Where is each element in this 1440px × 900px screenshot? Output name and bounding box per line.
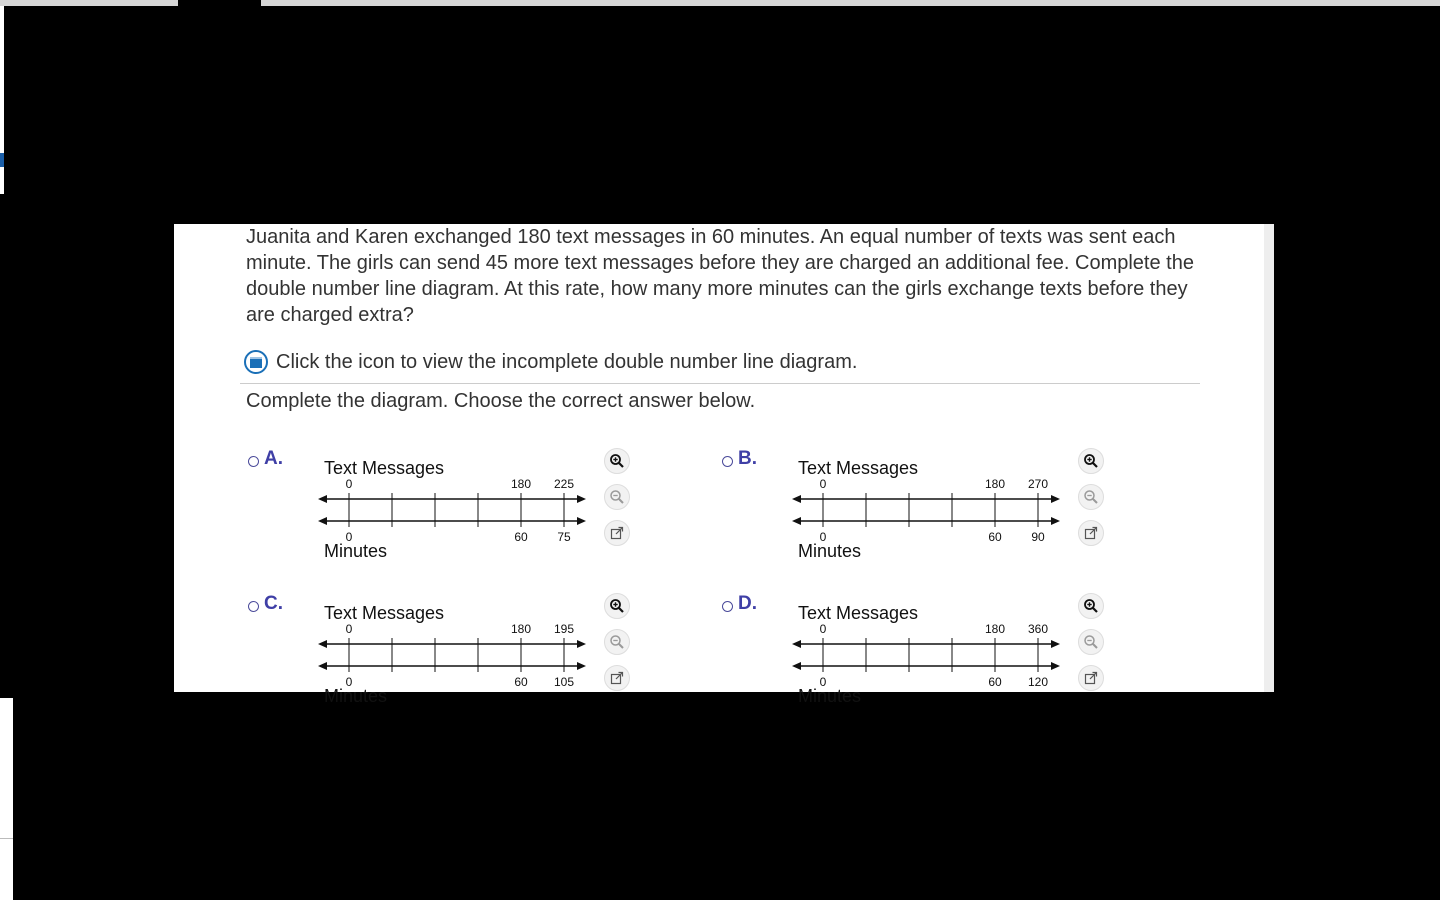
right-arrowhead [1051,640,1060,648]
left-window-edge [0,6,4,194]
question-text: Juanita and Karen exchanged 180 text messages in 60 minutes. An equal number of texts was sent each minute. The girls can send 45 more text messages before they are charged an additional fee. Complete the double number line diagram. At this rate, how many more minutes can the girls exchange texts before they are charged extra? [246,226,1194,326]
right-arrowhead [577,640,586,648]
double-number-line [792,619,1067,689]
top-tick-label: 0 [345,622,353,636]
bottom-axis-label: Minutes [324,541,388,561]
bottom-tick-label: 0 [345,530,353,544]
left-window-edge-lower [0,698,13,900]
left-edge-marker [0,153,4,167]
choice-d-diagram [792,595,1082,725]
choice-b [722,450,1192,590]
left-arrowhead [792,640,801,648]
choice-b-radio[interactable] [722,456,733,467]
choice-c-diagram [318,595,608,725]
left-arrowhead [318,662,327,670]
choice-d-letter[interactable]: D. [738,593,757,614]
top-tick-label: 180 [984,477,1006,491]
bottom-tick-label: 60 [988,530,1002,544]
choice-a [248,450,718,590]
bottom-axis-label: Minutes [324,686,388,706]
double-number-line [792,474,1067,544]
bottom-tick-label: 60 [988,675,1002,689]
double-number-line [318,474,593,544]
zoom-out-icon[interactable] [604,484,630,510]
right-arrowhead [577,517,586,525]
right-arrowhead [577,495,586,503]
hint-text: Click the icon to view the incomplete double number line diagram. [276,350,858,373]
left-edge-divider [0,838,13,839]
bottom-tick-label: 75 [557,530,571,544]
left-arrowhead [318,640,327,648]
zoom-out-icon[interactable] [604,629,630,655]
left-arrowhead [792,495,801,503]
bottom-tick-label: 0 [819,530,827,544]
bottom-tick-label: 60 [514,675,528,689]
top-tick-label: 0 [819,622,827,636]
bottom-tick-label: 0 [819,675,827,689]
top-tick-label: 0 [819,477,827,491]
left-arrowhead [318,517,327,525]
bottom-axis-label: Minutes [798,686,862,706]
choice-a-diagram [318,450,608,580]
choice-c-letter[interactable]: C. [264,593,283,614]
right-arrowhead [1051,495,1060,503]
right-arrowhead [1051,517,1060,525]
zoom-in-icon[interactable] [1078,448,1104,474]
browser-strip-left [0,0,178,6]
zoom-in-icon[interactable] [604,448,630,474]
choice-b-letter[interactable]: B. [738,448,757,469]
zoom-out-icon[interactable] [1078,629,1104,655]
zoom-in-icon[interactable] [1078,593,1104,619]
right-arrowhead [1051,662,1060,670]
double-number-line [318,619,593,689]
bottom-tick-label: 120 [1027,675,1049,689]
top-tick-label: 360 [1027,622,1049,636]
top-axis-label: Text Messages [324,458,445,478]
divider [240,383,1200,384]
hint-row [244,348,857,376]
choice-a-radio[interactable] [248,456,259,467]
top-axis-label: Text Messages [798,458,919,478]
zoom-out-icon[interactable] [1078,484,1104,510]
top-tick-label: 270 [1027,477,1049,491]
top-tick-label: 225 [553,477,575,491]
browser-strip-right [261,0,1440,6]
bottom-tick-label: 105 [553,675,575,689]
top-axis-label: Text Messages [798,603,919,623]
top-tick-label: 195 [553,622,575,636]
zoom-in-icon[interactable] [604,593,630,619]
open-new-window-icon[interactable] [604,665,630,691]
instruction-text: Complete the diagram. Choose the correct answer below. [246,390,756,412]
left-arrowhead [792,517,801,525]
open-new-window-icon[interactable] [1078,665,1104,691]
bottom-tick-label: 0 [345,675,353,689]
top-tick-label: 180 [984,622,1006,636]
top-tick-label: 0 [345,477,353,491]
choice-b-diagram [792,450,1082,580]
left-arrowhead [792,662,801,670]
top-tick-label: 180 [510,622,532,636]
top-tick-label: 180 [510,477,532,491]
bottom-axis-label: Minutes [798,541,862,561]
open-new-window-icon[interactable] [1078,520,1104,546]
panel-scrollbar[interactable] [1264,224,1274,692]
bottom-tick-label: 60 [514,530,528,544]
right-arrowhead [577,662,586,670]
diagram-popup-icon[interactable] [244,350,268,374]
choice-d [722,595,1192,735]
choice-a-letter[interactable]: A. [264,448,283,469]
open-new-window-icon[interactable] [604,520,630,546]
choice-d-radio[interactable] [722,601,733,612]
left-arrowhead [318,495,327,503]
choice-c [248,595,718,735]
bottom-tick-label: 90 [1031,530,1045,544]
choice-c-radio[interactable] [248,601,259,612]
question-panel [174,224,1274,706]
top-axis-label: Text Messages [324,603,445,623]
